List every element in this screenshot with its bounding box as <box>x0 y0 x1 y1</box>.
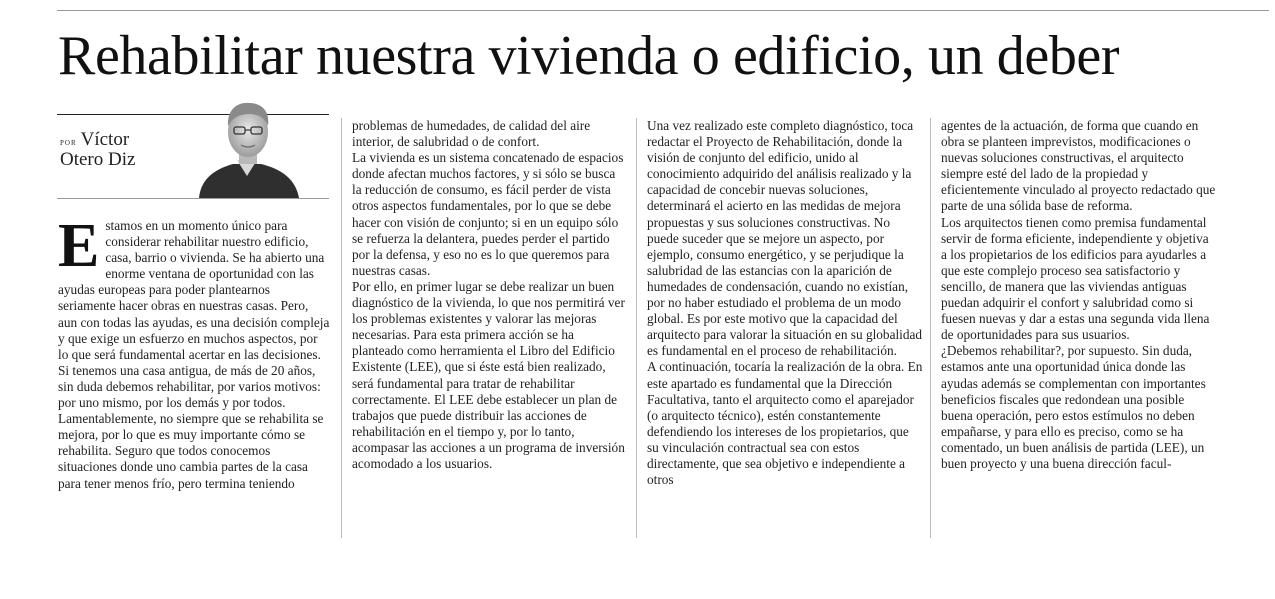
paragraph: A continuación, tocaría la realización de la obra. En este apartado es fundamental que la Dirección Facultativa, tanto el arquitecto como el aparejador (o arquitecto técnico), estén constantemente defendiendo los intereses de los propietarios, que su vinculación contractual sea con estos directamente, que sea objetivo e independiente a otros <box>647 359 923 488</box>
headline: Rehabilitar nuestra vivienda o edificio, un deber <box>58 25 1120 87</box>
author-name-line2: Otero Diz <box>60 149 136 170</box>
byline-text <box>60 130 200 170</box>
paragraph: Los arquitectos tienen como premisa fundamental servir de forma eficiente, independiente y objetiva a los propietarios de los edificios para ayudarles a que este complejo proceso sea satisfactorio y sencillo, de manera que las viviendas antiguas puedan adquirir el confort y salubridad como si fuesen nuevas y dar a estas una segunda vida llena de oportunidades para sus usuarios. <box>941 214 1210 343</box>
article-column-3 <box>647 118 923 488</box>
byline <box>57 114 329 198</box>
author-portrait-icon <box>191 96 303 198</box>
paragraph: La vivienda es un sistema concatenado de espacios donde afectan muchos factores, y si sólo se busca la reducción de consumo, es fácil perder de vista otros aspectos fundamentales, por lo que se debe hacer con visión de conjunto; si en un equipo sólo se refuerza la delantera, puedes perder el partido por la defensa, y eso no es lo que queremos para nuestras casas. <box>352 150 624 278</box>
top-rule <box>57 10 1269 11</box>
drop-cap: E <box>58 212 100 280</box>
article-column-2 <box>352 118 628 472</box>
paragraph: problemas de humedades, de calidad del aire interior, de salubridad o de confort. <box>352 118 591 150</box>
column-divider <box>341 118 342 538</box>
paragraph: ¿Debemos rehabilitar?, por supuesto. Sin duda, estamos ante una oportunidad única donde las ayudas además se complementan con importantes beneficios fiscales que redondean una posible buena operación, pero estos estímulos no deben empañarse, y para ello es preciso, como se ha comentado, un buen análisis de partida (LEE), un buen proyecto y una buena dirección facul- <box>941 343 1206 471</box>
paragraph-text: stamos en un momento único para considerar rehabilitar nuestro edificio, casa, barrio o vivienda. Se ha abierto una enorme ventana de oportunidad con las ayudas europeas para poder plantearnos seriamente hacer obras en nuestras casas. Pero, aun con todas las ayudas, es una decisión compleja y que exige un esfuerzo en muchos aspectos, por lo que será fundamental acertar en las decisiones. Si tenemos una casa antigua, de más de 20 años, sin duda debemos rehabilitar, por varios motivos: por uno mismo, por los demás y por todos. Lamentablemente, no siempre que se rehabilita se mejora, por lo que es muy importante cómo se rehabilita. Seguro que todos conocemos situaciones donde uno cambia partes de la casa para tener menos frío, pero termina teniendo <box>58 218 330 491</box>
author-name-line1: Víctor <box>80 129 130 150</box>
column-divider <box>930 118 931 538</box>
paragraph <box>58 212 330 492</box>
paragraph: Una vez realizado este completo diagnóstico, toca redactar el Proyecto de Rehabilitación, donde la visión de conjunto del edificio, unido al conocimiento adquirido del análisis realizado y la capacidad de concebir nuevas soluciones, determinará el acierto en las medidas de mejora propuestas y sus soluciones constructivas. No puede suceder que se mejore un aspecto, por ejemplo, consumo energético, y se perjudique la salubridad de las estancias con la aparición de humedades de condensación, cuando no existían, por no haber estudiado el problema de un modo global. Es por este motivo que la capacidad del arquitecto para valorar la situación en su globalidad es fundamental en el proceso de rehabilitación. <box>647 118 923 359</box>
byline-bottom-rule <box>57 198 329 199</box>
paragraph: agentes de la actuación, de forma que cuando en obra se planteen imprevistos, modificaciones o nuevas soluciones constructivas, el arquitecto siempre esté del lado de la propiedad y eficientemente vinculado al proyecto redactado que parte de una sólida base de reforma. <box>941 118 1216 214</box>
column-divider <box>636 118 637 538</box>
byline-prefix: por <box>60 137 77 148</box>
paragraph: Por ello, en primer lugar se debe realizar un buen diagnóstico de la vivienda, lo que nos permitirá ver los problemas existentes y valorar las mejoras necesarias. Para esta primera acción se ha planteado como herramienta el Libro del Edificio Existente (LEE), que si éste está bien realizado, será fundamental para tratar de rehabilitar correctamente. El LEE debe establecer un plan de trabajos que puede distribuir las acciones de rehabilitación en el tiempo y, por lo tanto, acompasar las acciones a un programa de inversión acomodado a los usuarios. <box>352 278 625 471</box>
article-column-1 <box>58 212 330 492</box>
article-column-4 <box>941 118 1217 472</box>
